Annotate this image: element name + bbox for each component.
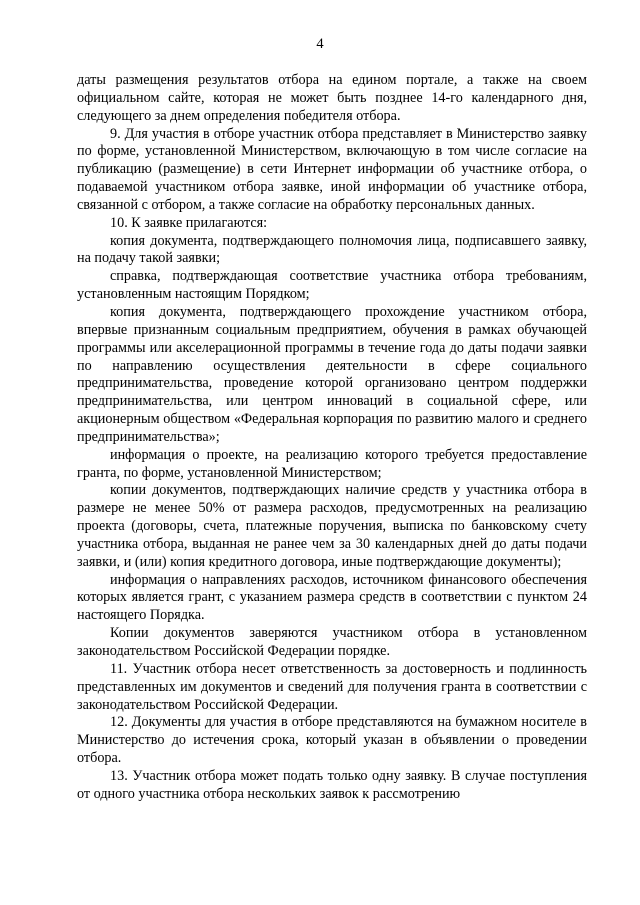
paragraph-copies-certification: Копии документов заверяются участником отбора в установленном законодательством Российской Федерации порядке. [77,625,587,659]
attachment-authority-copy: копия документа, подтверждающего полномочия лица, подписавшего заявку, на подачу такой заявки; [77,232,587,267]
page-number: 4 [316,36,324,52]
paragraph-item-10: 10. К заявке прилагаются: [110,214,268,231]
attachment-compliance-certificate: справка, подтверждающая соответствие участника отбора требованиям, установленным настоящим Порядком; [77,268,587,303]
paragraph-item-12: 12. Документы для участия в отборе представляются на бумажном носителе в Министерство до истечения срока, который указан в объявлении о проведении отбора. [77,714,587,767]
attachment-project-information: информация о проекте, на реализацию которого требуется предоставление гранта, по форме, установленной Министерством; [77,446,587,481]
paragraph-continuation: даты размещения результатов отбора на едином портале, а также на своем официальном сайте, которая не может быть позднее 14-го календарного дня, следующего за днем определения победителя отбора. [77,72,587,124]
paragraph-item-11: 11. Участник отбора несет ответственность за достоверность и подлинность представленных им документов и сведений для получения гранта в соответствии с законодательством Российской Федерации. [77,660,587,713]
attachment-expense-directions: информация о направлениях расходов, источником финансового обеспечения которых является грант, с указанием размера средств в соответствии с пунктом 24 настоящего Порядка. [77,571,587,624]
attachment-funds-documents: копии документов, подтверждающих наличие средств у участника отбора в размере не менее 50% от размера расходов, предусмотренных на реализацию проекта (договоры, счета, платежные поручения, выписка по банковскому счету участника отбора, выданная не ранее чем за 30 календарных дней до даты подачи заявки, и (или) копия кредитного договора, иные подтверждающие документы); [77,482,587,570]
document-body [77,72,587,804]
paragraph-item-9: 9. Для участия в отборе участник отбора представляет в Министерство заявку по форме, установленной Министерством, включающую в том числе согласие на публикацию (размещение) в сети Интернет информации об участнике отбора, о подаваемой участником отбора заявке, иной информации об участнике отбора, связанной с отбором, а также согласие на обработку персональных данных. [77,125,587,213]
paragraph-item-13: 13. Участник отбора может подать только одну заявку. В случае поступления от одного участника отбора нескольких заявок к рассмотрению [77,767,587,802]
attachment-training-document: копия документа, подтверждающего прохождение участником отбора, впервые признанным социальным предприятием, обучения в рамках обучающей программы или акселерационной программы в течение года до даты подачи заявки по направлению осуществления деятельности в сфере социального предпринимательства, проведение которой организовано центром поддержки предпринимательства, или центром инноваций в социальной сфере, или акционерным обществом «Федеральная корпорация по развитию малого и среднего предпринимательства»; [77,303,587,445]
